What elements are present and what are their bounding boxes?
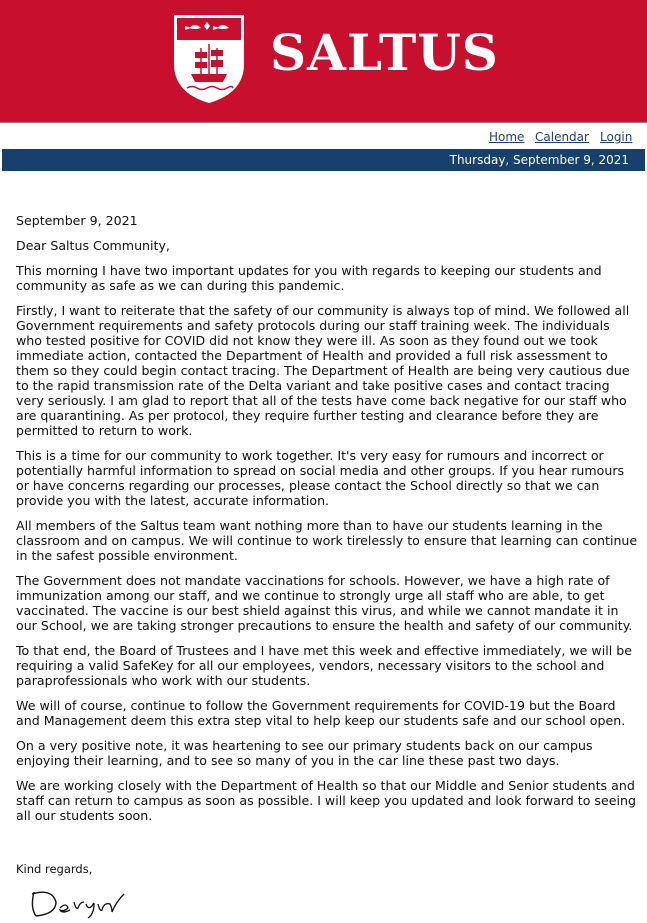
letter-paragraph: The Government does not mandate vaccinations for schools. However, we have a high rate of immunization among our staff, and we continue to strongly urge all staff who are able, to get vaccinated. The vaccine is our best shield against this virus, and while we cannot mandate it in our School, we are taking stronger precautions to ensure the health and safety of our community. <box>16 573 633 633</box>
letter-body <box>16 213 638 833</box>
letter-paragraph: On a very positive note, it was heartening to see our primary students back on our campus enjoying their learning, and to see so many of you in the car line these past two days. <box>16 738 593 768</box>
letter-paragraph: To that end, the Board of Trustees and I have met this week and effective immediately, we will be requiring a valid SafeKey for all our employees, vendors, necessary visitors to the school and paraprofessionals who work with our students. <box>16 643 632 688</box>
letter-paragraph: Firstly, I want to reiterate that the safety of our community is always top of mind. We followed all Government requirements and safety protocols during our staff training week. The individuals who tested positive for COVID did not know they were ill. As soon as they found out we took immediate action, contacted the Department of Health and provided a full risk assessment to them so they could begin contact tracing. The Department of Health are being very cautious due to the rapid transmission rate of the Delta variant and take positive cases and contact tracing very seriously. I am glad to report that all of the tests have come back negative for our staff who are quarantining. As per protocol, they require further testing and clearance before they are permitted to return to work. <box>16 303 630 438</box>
nav-login-link[interactable]: Login <box>600 130 633 144</box>
site-header <box>0 0 647 122</box>
letter-closing: Kind regards, <box>16 862 93 876</box>
nav-calendar-link[interactable]: Calendar <box>535 130 589 144</box>
date-banner <box>2 149 645 171</box>
brand-name: SALTUS <box>270 23 499 82</box>
school-crest-logo <box>171 12 247 104</box>
letter-paragraph: This is a time for our community to work together. It's very easy for rumours and incorrect or potentially harmful information to spread on social media and other groups. If you hear rumours or have concerns regarding our processes, please contact the School directly so that we can provide you with the latest, accurate information. <box>16 448 625 508</box>
letter-paragraph: We will of course, continue to follow the Government requirements for COVID-19 but the Board and Management deem this extra step vital to help keep our students safe and our school open. <box>16 698 626 728</box>
letter-paragraph: We are working closely with the Department of Health so that our Middle and Senior students and staff can return to campus as soon as possible. I will keep you updated and look forward to seeing all our students soon. <box>16 778 636 823</box>
letter-paragraph: This morning I have two important updates for you with regards to keeping our students and community as safe as we can during this pandemic. <box>16 263 602 293</box>
letter-date: September 9, 2021 <box>16 213 138 228</box>
letter-paragraph: All members of the Saltus team want nothing more than to have our students learning in the classroom and on campus. We will continue to work tirelessly to ensure that learning can continue in the safest possible environment. <box>16 518 638 563</box>
date-banner-text: Thursday, September 9, 2021 <box>449 153 629 167</box>
letter-salutation: Dear Saltus Community, <box>16 238 170 253</box>
nav-home-link[interactable]: Home <box>489 130 525 144</box>
top-nav <box>0 122 647 149</box>
handwritten-signature <box>26 884 136 922</box>
